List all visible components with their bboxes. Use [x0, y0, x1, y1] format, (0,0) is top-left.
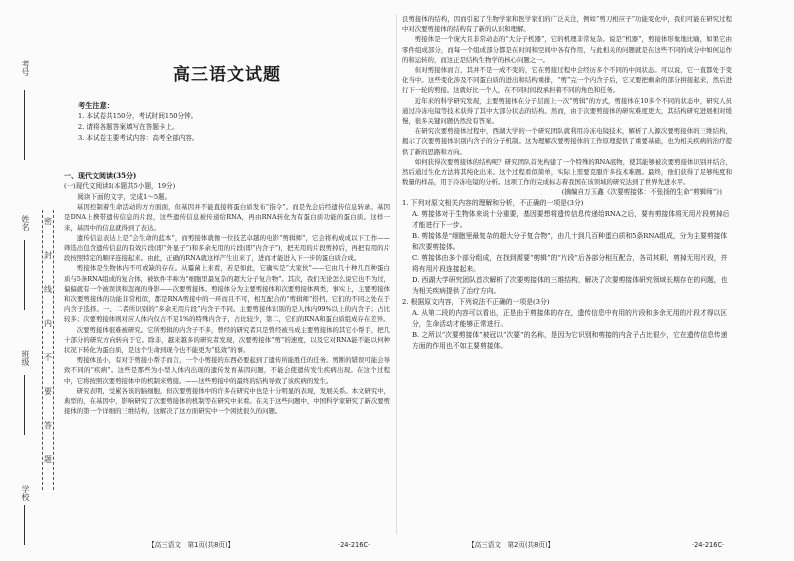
passage-paragraph: 研究表明，受累各该的脑细胞，但次要剪接体中的许多在研究中也是十分明显的表现，发展关系。本文研究中，典型的，在基因中，影响研究了次要剪接体的机制等在研究中来看。在关于这些问题中，中国科学家研究了新次要剪接体的第一个详细的三维结构，这解决了这方面研究中一个困扰很久的问题。 — [64, 386, 390, 416]
name-line — [24, 240, 25, 310]
question-option: C. 剪接体由多个部分组成，在找到需要“剪辑”的“片段”后各部分相互配合，各司其职，剪掉无用片段，并将有用片段连接起来。 — [412, 253, 728, 273]
passage-paragraph: 如何获得次要剪接体的结构呢？研究团队首先构建了一个特殊的RNA底物，使其能够被次要剪接体识别并结合，然后通过生化方法将其纯化出来。这个过程看似简单，实际上需要克服许多技术难题。最终，他们获得了足够纯度和数量的样品，用于冷冻电镜的分析。这项工作的完成标志着我国在该领域的研究达到了世界先进水平。 — [402, 157, 732, 187]
subsection-heading: (一)现代文阅读Ⅰ(本题共5小题，19分) — [64, 182, 176, 190]
footer-code-right: ·24-216C· — [692, 541, 725, 549]
notice-item: 2. 请将各题答案填写在答题卡上。 — [78, 123, 179, 131]
seal-char: 封 — [44, 251, 52, 260]
exam-number-line — [24, 90, 25, 160]
notice-item: 3. 本试卷主要考试内容：高考全部内容。 — [78, 134, 199, 142]
passage-paragraph: 良剪接体的结构，因而引起了生物学家和医学家们的广泛关注，例如“剪刀相应子”功能变化中，我们可能在研究过程中对次要剪接体的结构有了新的认识和理解。 — [402, 15, 732, 34]
exam-number-label: 考号 — [21, 60, 30, 76]
class-label: 班级 — [21, 350, 30, 366]
footer-page-left: 【高三语文 第1页(共8页)】 — [148, 541, 235, 549]
seal-char: 密 — [44, 217, 52, 226]
column-divider — [396, 14, 397, 534]
question-option: A. 剪接体对于生物体来说十分重要，基因要想将遗传信息传递给RNA之后，要有剪接体将无用片段剪掉后才能进行下一步。 — [412, 209, 730, 229]
passage-paragraph: 在研究次要剪接体过程中，西湖大学的一个研究团队就利用冷冻电镜技术，解析了人源次要剪接体的三维结构，揭示了次要剪接体识别内含子的分子机制。这为理解次要剪接体的工作原理提供了重要基础，也为相关疾病的治疗提供了新的思路和方向。 — [402, 127, 732, 156]
footer-page-right: 【高三语文 第2页(共8页)】 — [468, 541, 555, 549]
footer-code-left: ·24-216C· — [338, 541, 371, 549]
seal-char: 线 — [44, 285, 52, 294]
name-label: 姓名 — [21, 215, 30, 231]
passage-source: (摘编自万玉鑫《次要剪接体：不张扬的生命“剪辑师”》) — [561, 188, 722, 197]
passage-paragraph: 但对剪接体而言，其并不是一成不变的，它在剪接过程中会经历多个不同的中间状态。可以说，它一直都处于变化当中。这些变化涉及不同蛋白质的进出和结构重排，“剪”完一个内含子后，它又要把剩余的部分拼接起来，然后进行下一轮的剪接。这就好比一个人，在不同时间段承担着不同的角色和任务。 — [402, 66, 732, 95]
question-option: D. 西湖大学研究团队首次解析了次要剪接体的三维结构，解决了次要剪接体研究领域长期存在的问题，也为相关疾病提供了治疗方向。 — [412, 275, 728, 295]
passage-paragraph: 剪接体虽小，有对于剪接小帮手而言，一个小剪接的东西必要起到了遗传所能胜任的任务。剪断的错误可能会导致不同的“疾病”。这些是那些为小型人体内出现的遗传发育基因问题，不能会使遗传发生疾病出现。在这个过程中，它将按照次要剪接体中的机制来剪接。——这些剪接中的最终的结构导致了该疾病的发生。 — [64, 356, 390, 385]
question-stem: 2. 根据原文内容，下列说法不正确的一项是(3分) — [402, 297, 550, 306]
binding-strip — [0, 0, 66, 561]
left-column — [64, 14, 390, 534]
notice-item: 1. 本试卷共150分，考试时间150分钟。 — [78, 112, 198, 120]
right-column — [402, 14, 732, 534]
passage-paragraph: 遗传信息表达上是“会生命的蓝本”，而剪接体就像一位技艺卓越的电影“剪辑师”，它会将构成成以下工作——筛选出包含遗传信息的有效片段(即“外显子”)和多余无用的片段(即“内含子”)，把无用的片段剪掉后，再把有用的片段按照特定的顺序连接起来。由此，正确的RNA就这样产生出来了，进而才能进入下一步的蛋白质合成。 — [64, 233, 390, 263]
seal-char: 不 — [44, 353, 52, 362]
seal-char: 要 — [44, 387, 52, 396]
passage-paragraph: 剪接体是生物体内不可或缺的存在。从霉菌上来看，若是如此，它确实是“大家伙”——它由几十种几百种蛋白质与5条RNA组成的复合体，被软件半称为“细胞里最复杂的超大分子复合物”。其次，我们无论怎么说它也不为过，偏偏就有一个被误读和忽视的身影——次要剪接体。剪接体分为主要剪接体和次要剪接体两类，事实上，主要剪接体和次要剪接体的功能非常相似，都是RNA剪接中的一环而且不可，相互配合的“剪辑师”搭档，它们的不同之处在于内含子选择。一、二者所识别的“多余无用片段”内含子不同。主要剪接体识别的是人体内99%以上的内含子；占比较多；次要剪接体则对应人体内仅占不足1%的特殊内含子，占比较少，第二，它们的RNA和蛋白质组成存在差异。 — [64, 264, 390, 324]
reading-instruction: 阅读下面的文字，完成1～5题。 — [77, 192, 172, 201]
notice-heading: 考生注意： — [78, 101, 114, 110]
seal-char: 内 — [44, 319, 52, 328]
question-option: B. 剪接体是“细胞里最复杂的超大分子复合物”，由几十到几百种蛋白质和5条RNA组成，分为主要剪接体和次要剪接体。 — [412, 231, 728, 251]
passage-paragraph: 基因控制着生命活动的方方面面，但基因并不能直接将蛋白质发布“指令”。而是先会后经遗传信息转录。基因是DNA上携带遗传信息的片段，这些遗传信息被传递给RNA，再由RNA转化为有蛋白质功能的蛋白质。这样一来，基因中的信息就得到了表达。 — [64, 203, 390, 232]
passage-paragraph: 剪接体是一个庞大且非常动态的“大分子机器”，它的机理非常复杂。说是“机器”，剪接体形象地比喻，如果它由零件组成部分，而每一个组成部分都是在时间和空间中各有作用，与此相关的问题就是在这些不同的成分中如何运作的和运转的，而这正是结构生物学的核心问题之一。 — [402, 35, 732, 64]
seal-line — [42, 210, 54, 490]
school-label: 学校 — [21, 485, 30, 501]
class-line — [24, 375, 25, 435]
question-option: B. 之所以“次要剪接体”被冠以“次要”的名称，是因为它识别和剪接的内含子占比很少，它在遗传信息传递方面的作用也不如主要剪接体。 — [412, 330, 728, 350]
passage-paragraph: 近年来的科学研究发现，主要剪接体在分子层面上一次“剪辑”的方式，剪接体在10多个不同的状态中，研究人员通过冷冻电镜等技术获得了其中大部分状态的结构。然而，由于次要剪接体的研究难度更大，其结构研究进展相对缓慢，很多关键问题仍然没有答案。 — [402, 96, 732, 126]
question-option: A. 从第二段的内容可以看出，正是由于剪接体的存在，遗传信息中有用的片段和多余无用的片段才得以区分，生命活动才能够正常进行。 — [412, 308, 728, 328]
section-heading: 一、现代文阅读(35分) — [64, 171, 137, 180]
school-line — [24, 505, 25, 545]
question-stem: 1. 下列对原文相关内容的理解和分析，不正确的一项是(3分) — [402, 198, 584, 207]
page-title: 高三语文试题 — [173, 65, 281, 85]
seal-char: 题 — [44, 455, 52, 464]
seal-char: 答 — [44, 421, 52, 430]
passage-paragraph: 次要剪接体很难被研究。它所剪辑的内含子不多，曾经的研究者只是曾经被当成主要剪接体的其它小帮手，把几十部分的研究方向转向于它。除非，越来越多的研究者发现，次要剪接体“剪”的速度，以及它对RNA能不能以何种状况下转化为蛋白质，是这个生命到现今也不能更为“低效”的事。 — [64, 325, 390, 355]
